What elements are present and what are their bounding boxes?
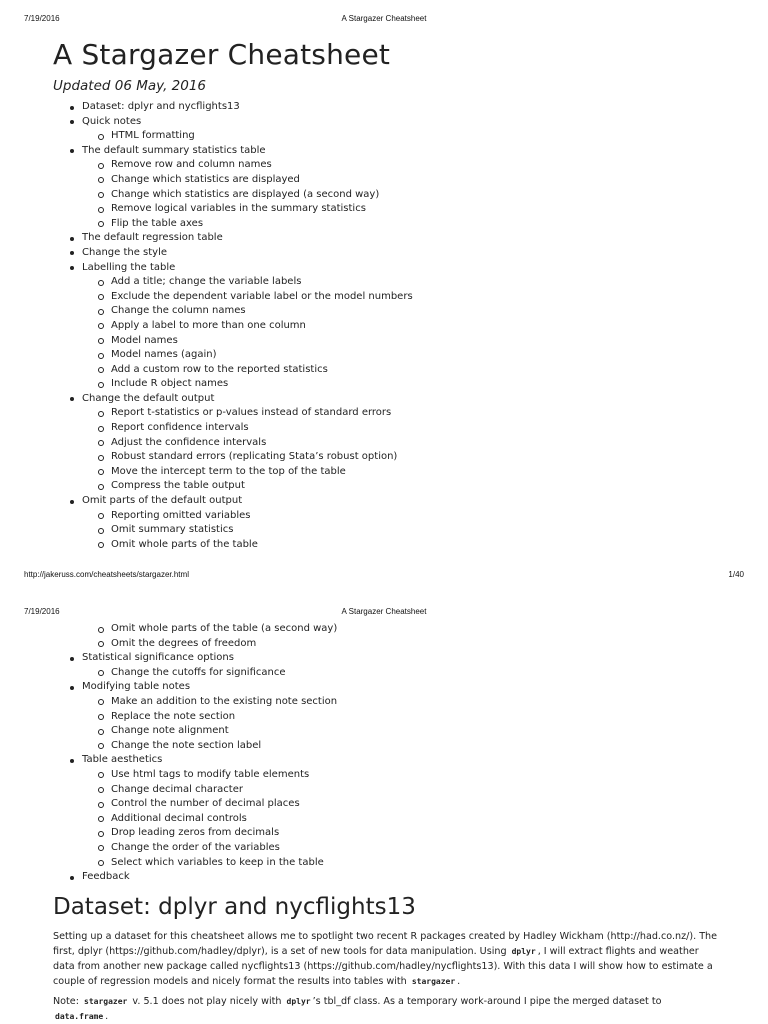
page-number: 1/40 bbox=[728, 570, 744, 579]
section-heading: Dataset: dplyr and nycflights13 bbox=[53, 894, 416, 920]
toc-subitem[interactable]: Use html tags to modify table elements bbox=[53, 768, 733, 783]
toc-subitem[interactable]: Change the cutoffs for significance bbox=[53, 666, 733, 681]
toc-subitem[interactable]: Exclude the dependent variable label or the model numbers bbox=[53, 290, 733, 305]
toc-subitem[interactable]: Flip the table axes bbox=[53, 217, 733, 232]
toc-subitem[interactable]: Change decimal character bbox=[53, 783, 733, 798]
toc-subitem[interactable]: Omit whole parts of the table bbox=[53, 538, 733, 553]
inline-code: stargazer bbox=[411, 977, 456, 986]
text-run: , I will extract flights and weather data from another new package called nycflights13 (https://github.com/hadley/nycflights13). With this data I will show how to estimate a couple of regression models and nicely format the results into tables with bbox=[53, 946, 713, 987]
inline-code: dplyr bbox=[511, 947, 536, 956]
toc-subitem[interactable]: Additional decimal controls bbox=[53, 812, 733, 827]
toc-item[interactable]: Change the default output bbox=[53, 392, 733, 407]
toc-subitem[interactable]: Move the intercept term to the top of the table bbox=[53, 465, 733, 480]
toc-subitem[interactable]: Include R object names bbox=[53, 377, 733, 392]
toc-subitem[interactable]: Remove logical variables in the summary statistics bbox=[53, 202, 733, 217]
toc-subitem[interactable]: Model names bbox=[53, 334, 733, 349]
toc-item[interactable]: Change the style bbox=[53, 246, 733, 261]
toc-subitem[interactable]: Change note alignment bbox=[53, 724, 733, 739]
header-title: A Stargazer Cheatsheet bbox=[341, 14, 427, 23]
toc-item[interactable]: Dataset: dplyr and nycflights13 bbox=[53, 100, 733, 115]
inline-code: stargazer bbox=[84, 997, 128, 1006]
toc-item[interactable]: Feedback bbox=[53, 870, 733, 885]
toc-subitem[interactable]: Change the column names bbox=[53, 304, 733, 319]
toc-item[interactable]: Table aesthetics bbox=[53, 753, 733, 768]
toc-subitem[interactable]: Add a custom row to the reported statistics bbox=[53, 363, 733, 378]
toc-subitem[interactable]: HTML formatting bbox=[53, 129, 733, 144]
toc-subitem[interactable]: Reporting omitted variables bbox=[53, 509, 733, 524]
text-run: . bbox=[105, 1011, 109, 1022]
toc-subitem[interactable]: Add a title; change the variable labels bbox=[53, 275, 733, 290]
header-date-2: 7/19/2016 bbox=[24, 607, 60, 616]
toc-subitem[interactable]: Adjust the confidence intervals bbox=[53, 436, 733, 451]
toc-item[interactable]: Omit parts of the default output bbox=[53, 494, 733, 509]
toc-subitem[interactable]: Change which statistics are displayed bbox=[53, 173, 733, 188]
updated-date: Updated 06 May, 2016 bbox=[53, 78, 207, 94]
table-of-contents-continued bbox=[53, 622, 733, 885]
footer-url[interactable]: http://jakeruss.com/cheatsheets/stargazer.html bbox=[24, 570, 189, 579]
toc-subitem[interactable]: Omit the degrees of freedom bbox=[53, 637, 733, 652]
header-date: 7/19/2016 bbox=[24, 14, 60, 23]
toc-subitem[interactable]: Replace the note section bbox=[53, 710, 733, 725]
toc-subitem[interactable]: Change the order of the variables bbox=[53, 841, 733, 856]
toc-subitem[interactable]: Omit whole parts of the table (a second way) bbox=[53, 622, 733, 637]
toc-subitem[interactable]: Drop leading zeros from decimals bbox=[53, 826, 733, 841]
text-run: v. 5.1 does not play nicely with bbox=[129, 996, 285, 1007]
toc-subitem[interactable]: Robust standard errors (replicating Stata’s robust option) bbox=[53, 450, 733, 465]
text-run: ’s tbl_df class. As a temporary work-around I pipe the merged dataset to bbox=[312, 996, 662, 1007]
toc-item[interactable]: Labelling the table bbox=[53, 261, 733, 276]
toc-subitem[interactable]: Change the note section label bbox=[53, 739, 733, 754]
toc-subitem[interactable]: Control the number of decimal places bbox=[53, 797, 733, 812]
page-title: A Stargazer Cheatsheet bbox=[53, 38, 391, 71]
toc-subitem[interactable]: Compress the table output bbox=[53, 479, 733, 494]
toc-subitem[interactable]: Omit summary statistics bbox=[53, 523, 733, 538]
toc-item[interactable]: Quick notes bbox=[53, 115, 733, 130]
toc-subitem[interactable]: Make an addition to the existing note section bbox=[53, 695, 733, 710]
toc-item[interactable]: Statistical significance options bbox=[53, 651, 733, 666]
toc-item[interactable]: The default summary statistics table bbox=[53, 144, 733, 159]
toc-item[interactable]: The default regression table bbox=[53, 231, 733, 246]
toc-subitem[interactable]: Change which statistics are displayed (a second way) bbox=[53, 188, 733, 203]
text-run: Note: bbox=[53, 996, 82, 1007]
text-run: . bbox=[457, 976, 461, 987]
toc-subitem[interactable]: Report confidence intervals bbox=[53, 421, 733, 436]
toc-subitem[interactable]: Remove row and column names bbox=[53, 158, 733, 173]
note-paragraph bbox=[53, 994, 718, 1024]
text-run: Setting up a dataset for this cheatsheet allows me to spotlight two recent R packages created by Hadley Wickham (http://had.co.nz/). The first, dplyr (https://github.com/hadley/dplyr), is a set of new tools for data manipulation. Using bbox=[53, 931, 718, 957]
intro-paragraph bbox=[53, 929, 718, 989]
table-of-contents bbox=[53, 100, 733, 552]
toc-item[interactable]: Modifying table notes bbox=[53, 680, 733, 695]
toc-subitem[interactable]: Apply a label to more than one column bbox=[53, 319, 733, 334]
header-title-2: A Stargazer Cheatsheet bbox=[341, 607, 427, 616]
inline-code: data.frame bbox=[55, 1012, 104, 1021]
inline-code: dplyr bbox=[286, 997, 311, 1006]
toc-subitem[interactable]: Model names (again) bbox=[53, 348, 733, 363]
toc-subitem[interactable]: Report t-statistics or p-values instead of standard errors bbox=[53, 406, 733, 421]
toc-subitem[interactable]: Select which variables to keep in the table bbox=[53, 856, 733, 871]
